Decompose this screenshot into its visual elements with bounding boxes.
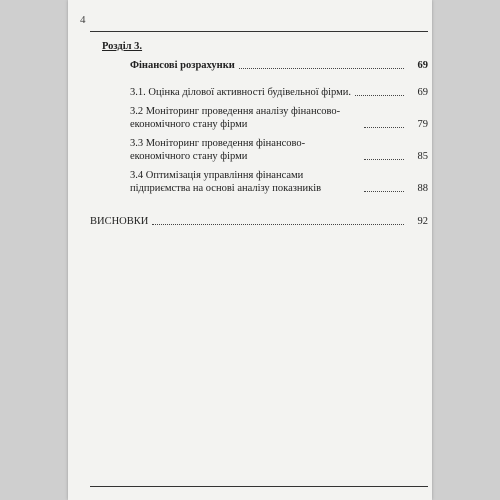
toc-entry-title: 3.4 Оптимізація управління фінансами підприємства на основі аналізу показників bbox=[130, 170, 322, 194]
toc-entry-title: 3.3 Моніторинг проведення фінансово-економічного стану фірми bbox=[130, 138, 306, 162]
bottom-rule bbox=[90, 486, 428, 487]
toc-entry-title: 3.2 Моніторинг проведення аналізу фінансово-економічного стану фірми bbox=[130, 106, 341, 130]
top-rule bbox=[90, 31, 428, 32]
table-of-contents bbox=[90, 40, 428, 228]
toc-entry-page: 69 bbox=[417, 87, 428, 98]
section-heading: Розділ 3. bbox=[102, 41, 143, 52]
dot-leader bbox=[239, 68, 404, 69]
toc-entry-page: 79 bbox=[417, 119, 428, 130]
page-number: 4 bbox=[80, 14, 86, 26]
dot-leader bbox=[152, 224, 404, 225]
toc-entry-3-2 bbox=[130, 105, 428, 131]
toc-entry-3-1 bbox=[130, 86, 428, 99]
toc-entry-title: 3.1. Оцінка ділової активності будівельної фірми. bbox=[130, 87, 351, 98]
dot-leader bbox=[355, 95, 404, 96]
toc-entry-page: 85 bbox=[417, 151, 428, 162]
toc-entry-title: ВИСНОВКИ bbox=[90, 216, 149, 227]
toc-entry-conclusions bbox=[90, 215, 428, 228]
dot-leader bbox=[364, 127, 404, 128]
document-page bbox=[68, 0, 432, 500]
toc-entry-title: Фінансові розрахунки bbox=[130, 60, 235, 71]
toc-entry-page: 69 bbox=[417, 60, 428, 71]
toc-entry-page: 88 bbox=[417, 183, 428, 194]
toc-entry-page: 92 bbox=[417, 216, 428, 227]
dot-leader bbox=[364, 191, 404, 192]
toc-entry-3-4 bbox=[130, 169, 428, 195]
toc-entry-main bbox=[130, 59, 428, 72]
dot-leader bbox=[364, 159, 404, 160]
toc-entry-3-3 bbox=[130, 137, 428, 163]
